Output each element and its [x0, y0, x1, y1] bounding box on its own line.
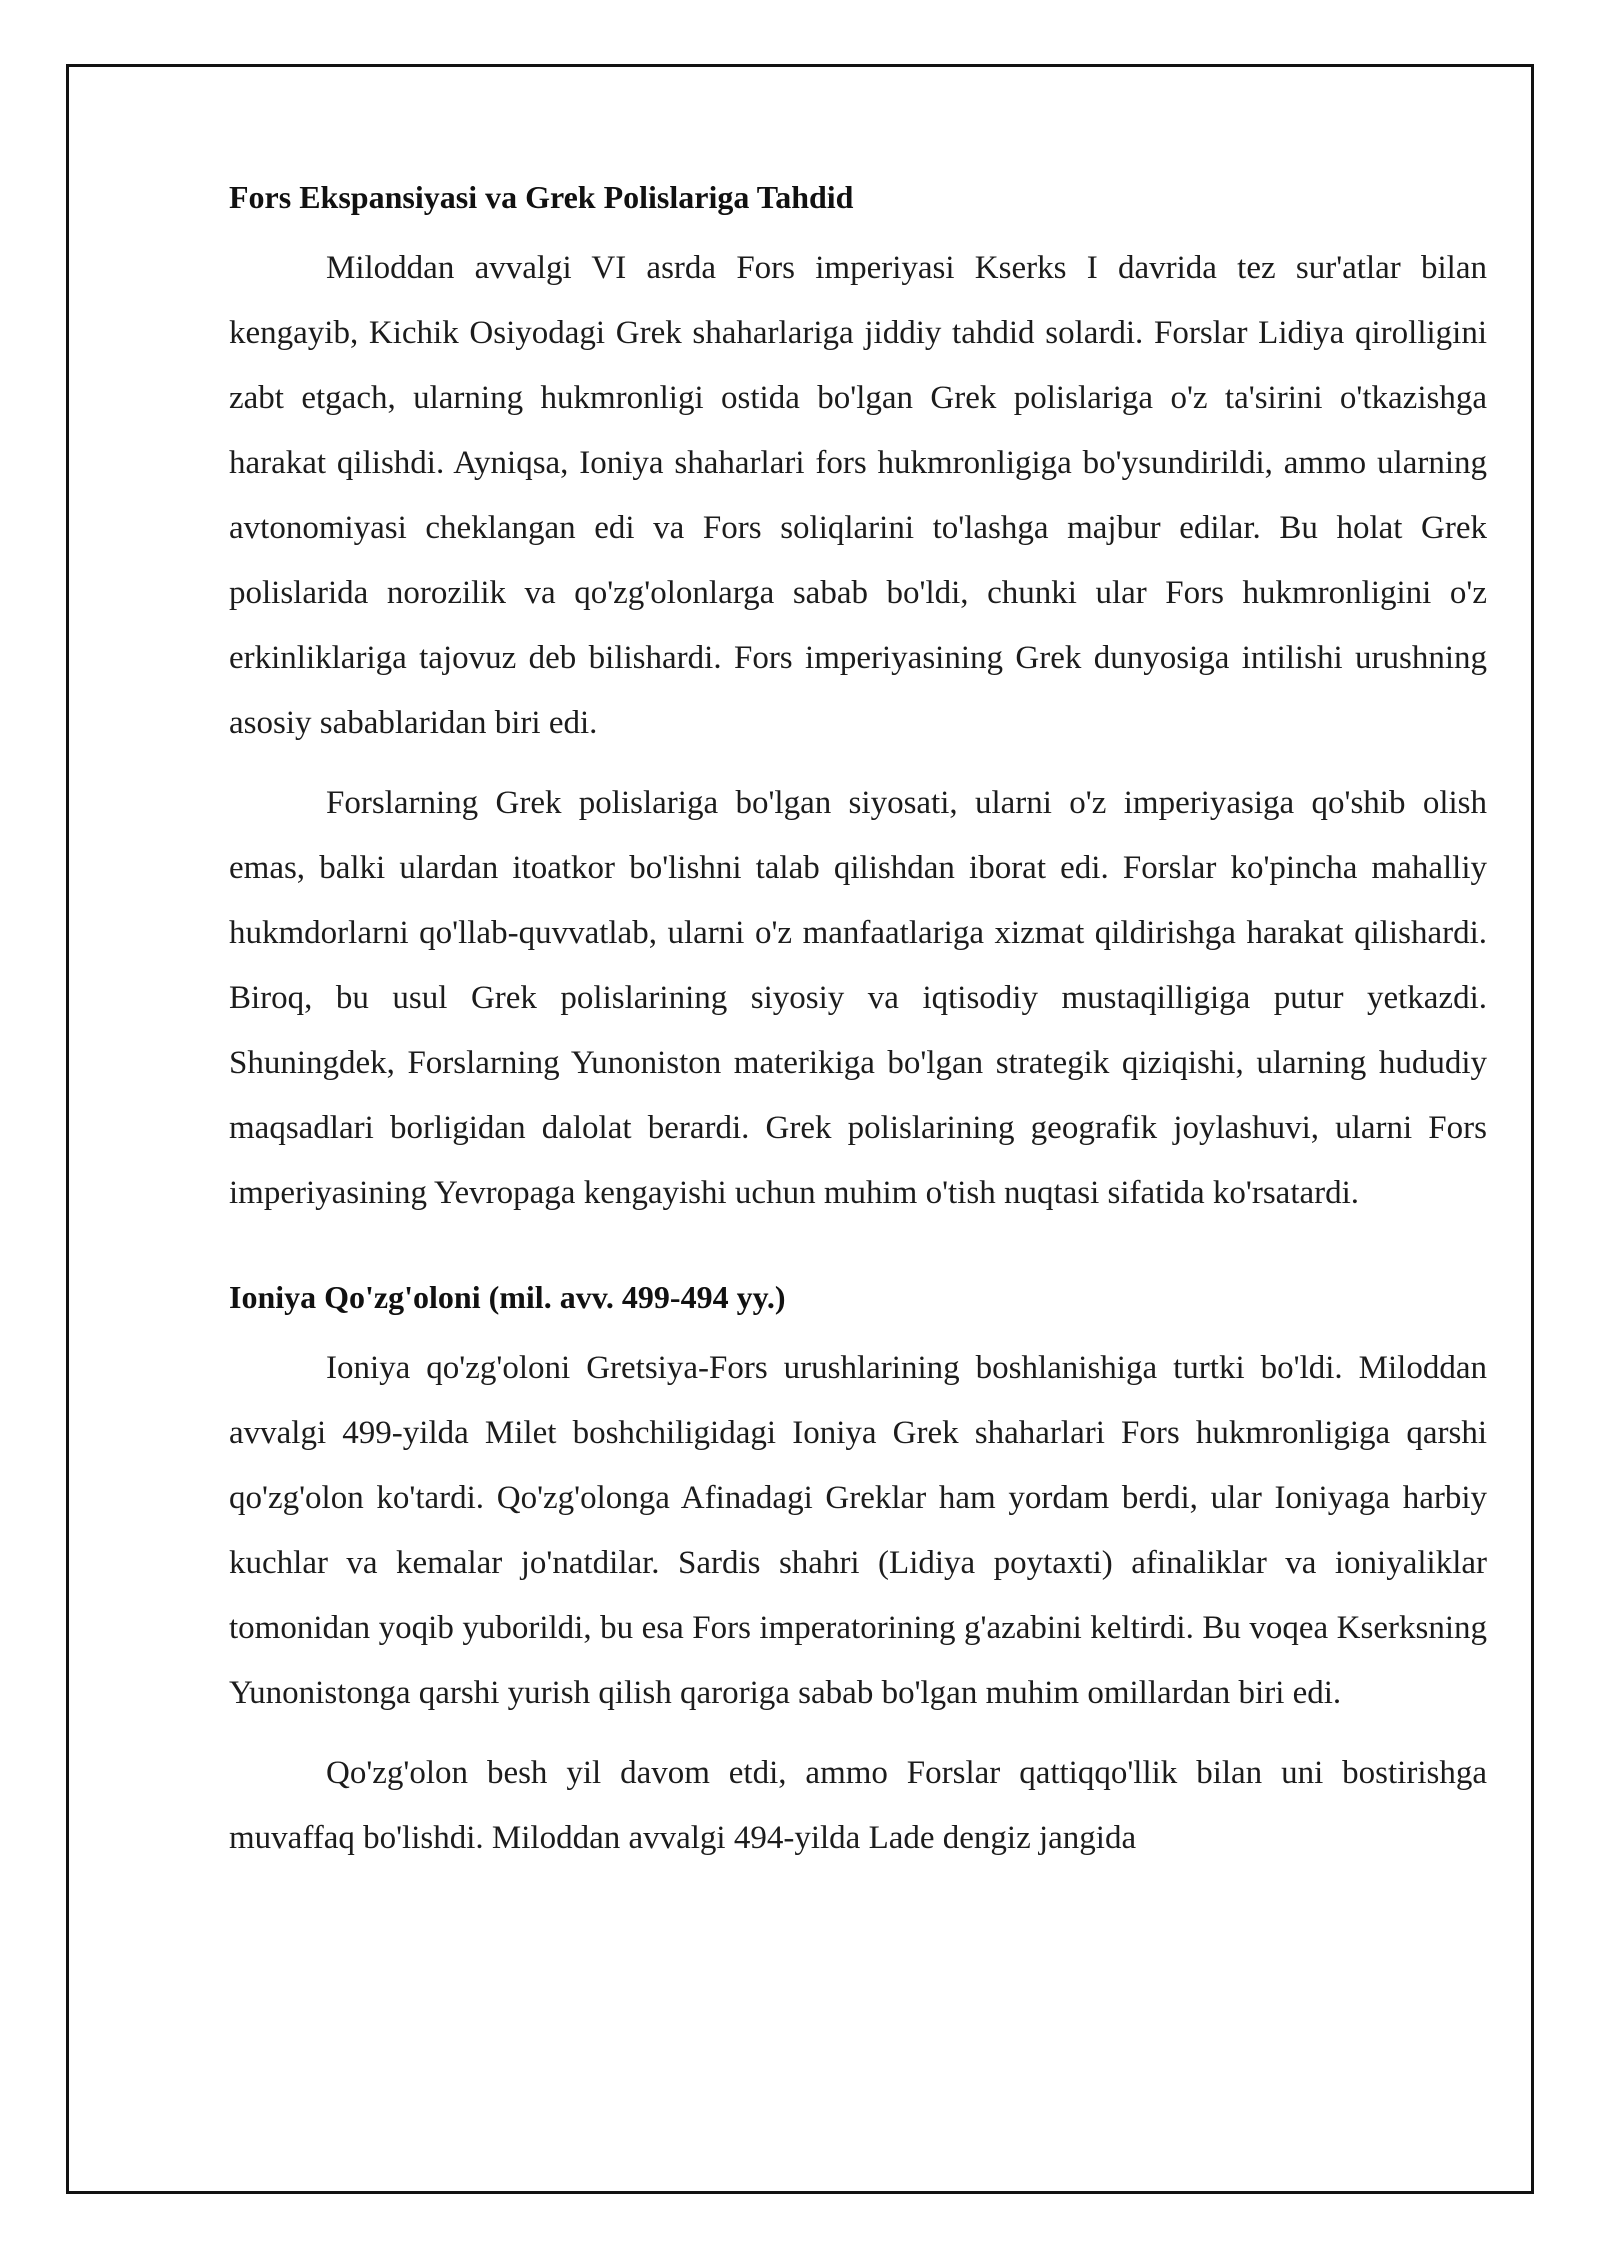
document-body	[229, 170, 1487, 1886]
body-paragraph: Miloddan avvalgi VI asrda Fors imperiyasi Kserks I davrida tez sur'atlar bilan kengayib, Kichik Osiyodagi Grek shaharlariga jiddiy tahdid solardi. Forslar Lidiya qirolligini zabt etgach, ularning hukmronligi ostida bo'lgan Grek polislariga o'z ta'sirini o'tkazishga harakat qilishdi. Ayniqsa, Ioniya shaharlari fors hukmronligiga bo'ysundirildi, ammo ularning avtonomiyasi cheklangan edi va Fors soliqlarini to'lashga majbur edilar. Bu holat Grek polislarida norozilik va qo'zg'olonlarga sabab bo'ldi, chunki ular Fors hukmronligini o'z erkinliklariga tajovuz deb bilishardi. Fors imperiyasining Grek dunyosiga intilishi urushning asosiy sabablaridan biri edi.	[229, 250, 1487, 741]
body-paragraph: Ioniya qo'zg'oloni Gretsiya-Fors urushlarining boshlanishiga turtki bo'ldi. Miloddan avvalgi 499-yilda Milet boshchiligidagi Ioniya Grek shaharlari Fors hukmronligiga qarshi qo'zg'olon ko'tardi. Qo'zg'olonga Afinadagi Greklar ham yordam berdi, ular Ioniyaga harbiy kuchlar va kemalar jo'natdilar. Sardis shahri (Lidiya poytaxti) afinaliklar va ioniyaliklar tomonidan yoqib yuborildi, bu esa Fors imperatorining g'azabini keltirdi. Bu voqea Kserksning Yunonistonga qarshi yurish qilish qaroriga sabab bo'lgan muhim omillardan biri edi.	[229, 1350, 1487, 1711]
section-heading-persian-expansion: Fors Ekspansiyasi va Grek Polislariga Tahdid	[229, 179, 854, 215]
body-paragraph: Qo'zg'olon besh yil davom etdi, ammo Forslar qattiqqo'llik bilan uni bostirishga muvaffaq bo'lishdi. Miloddan avvalgi 494-yilda Lade dengiz jangida	[229, 1755, 1487, 1856]
section-heading-ionian-revolt: Ioniya Qo'zg'oloni (mil. avv. 499-494 yy.)	[229, 1279, 786, 1315]
body-paragraph: Forslarning Grek polislariga bo'lgan siyosati, ularni o'z imperiyasiga qo'shib olish emas, balki ulardan itoatkor bo'lishni talab qilishdan iborat edi. Forslar ko'pincha mahalliy hukmdorlarni qo'llab-quvvatlab, ularni o'z manfaatlariga xizmat qildirishga harakat qilishardi. Biroq, bu usul Grek polislarining siyosiy va iqtisodiy mustaqilligiga putur yetkazdi. Shuningdek, Forslarning Yunoniston materikiga bo'lgan strategik qiziqishi, ularning hududiy maqsadlari borligidan dalolat berardi. Grek polislarining geografik joylashuvi, ularni Fors imperiyasining Yevropaga kengayishi uchun muhim o'tish nuqtasi sifatida ko'rsatardi.	[229, 785, 1487, 1211]
